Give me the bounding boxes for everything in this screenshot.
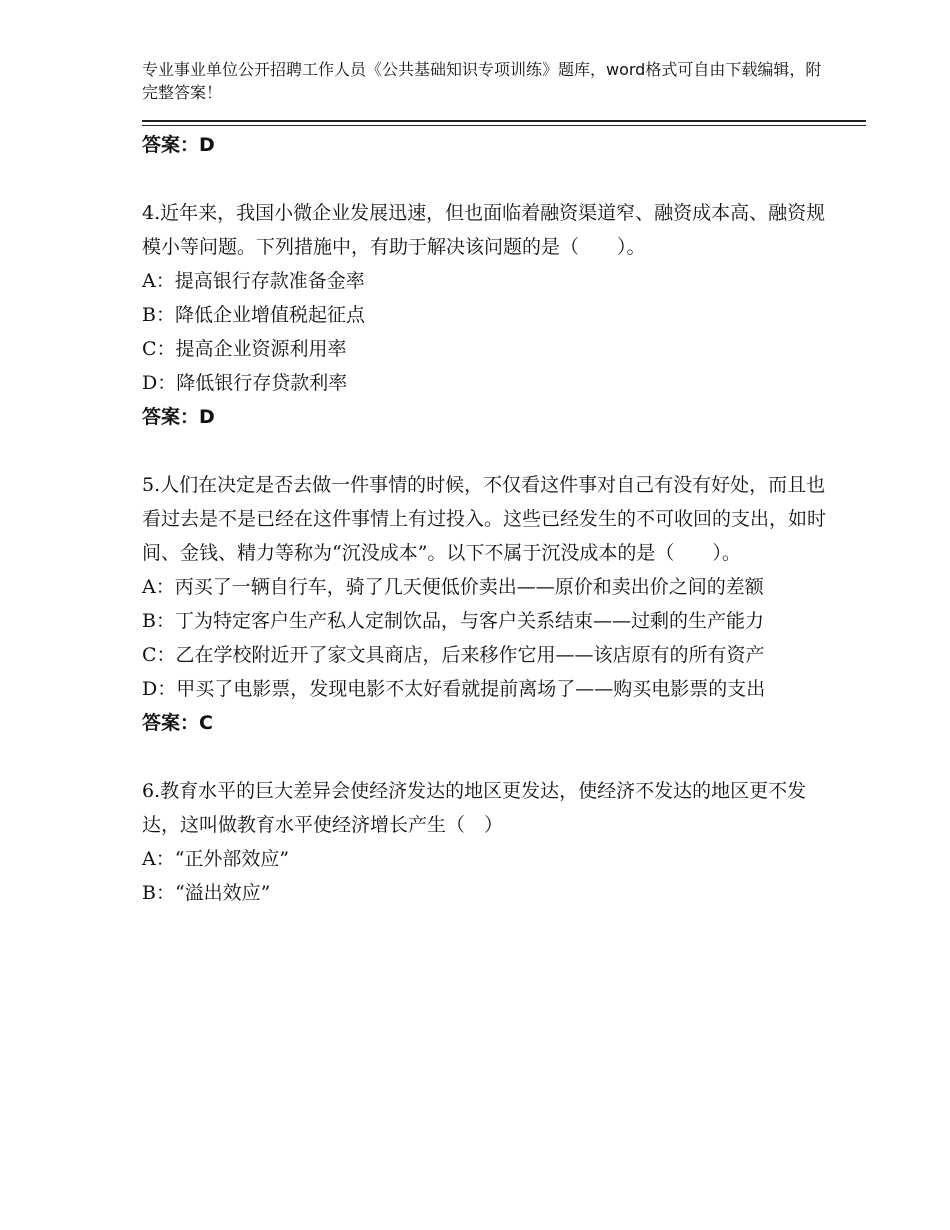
option-b: B：“溢出效应” [142, 882, 271, 904]
page-header: 专业事业单位公开招聘工作人员《公共基础知识专项训练》题库，word格式可自由下载编辑，附完整答案！ [142, 60, 822, 102]
document-body [142, 128, 832, 910]
option-c: C：提高企业资源利用率 [142, 338, 347, 360]
option-a: A：“正外部效应” [142, 848, 290, 870]
question-text: 5.人们在决定是否去做一件事情的时候，不仅看这件事对自己有没有好处，而且也看过去是不是已经在这件事情上有过投入。这些已经发生的不可收回的支出，如时间、金钱、精力等称为“沉没成本”。以下不属于沉没成本的是（ ）。 [142, 474, 827, 564]
question-text: 4.近年来，我国小微企业发展迅速，但也面临着融资渠道窄、融资成本高、融资规模小等问题。下列措施中，有助于解决该问题的是（ ）。 [142, 202, 826, 258]
answer-q3: 答案：D [142, 134, 215, 156]
question-4 [142, 196, 832, 434]
option-b: B：丁为特定客户生产私人定制饮品，与客户关系结束——过剩的生产能力 [142, 610, 764, 632]
question-6 [142, 774, 832, 910]
option-d: D：降低银行存贷款利率 [142, 372, 348, 394]
answer-q5: 答案：C [142, 712, 213, 734]
option-c: C：乙在学校附近开了家文具商店，后来移作它用——该店原有的所有资产 [142, 644, 765, 666]
option-a: A：提高银行存款准备金率 [142, 270, 365, 292]
option-d: D：甲买了电影票，发现电影不太好看就提前离场了——购买电影票的支出 [142, 678, 766, 700]
header-divider [142, 120, 866, 126]
option-a: A：丙买了一辆自行车，骑了几天便低价卖出——原价和卖出价之间的差额 [142, 576, 764, 598]
question-5 [142, 468, 832, 740]
option-b: B：降低企业增值税起征点 [142, 304, 365, 326]
question-text: 6.教育水平的巨大差异会使经济发达的地区更发达，使经济不发达的地区更不发达，这叫做教育水平使经济增长产生（ ） [142, 780, 807, 836]
answer-q4: 答案：D [142, 406, 215, 428]
